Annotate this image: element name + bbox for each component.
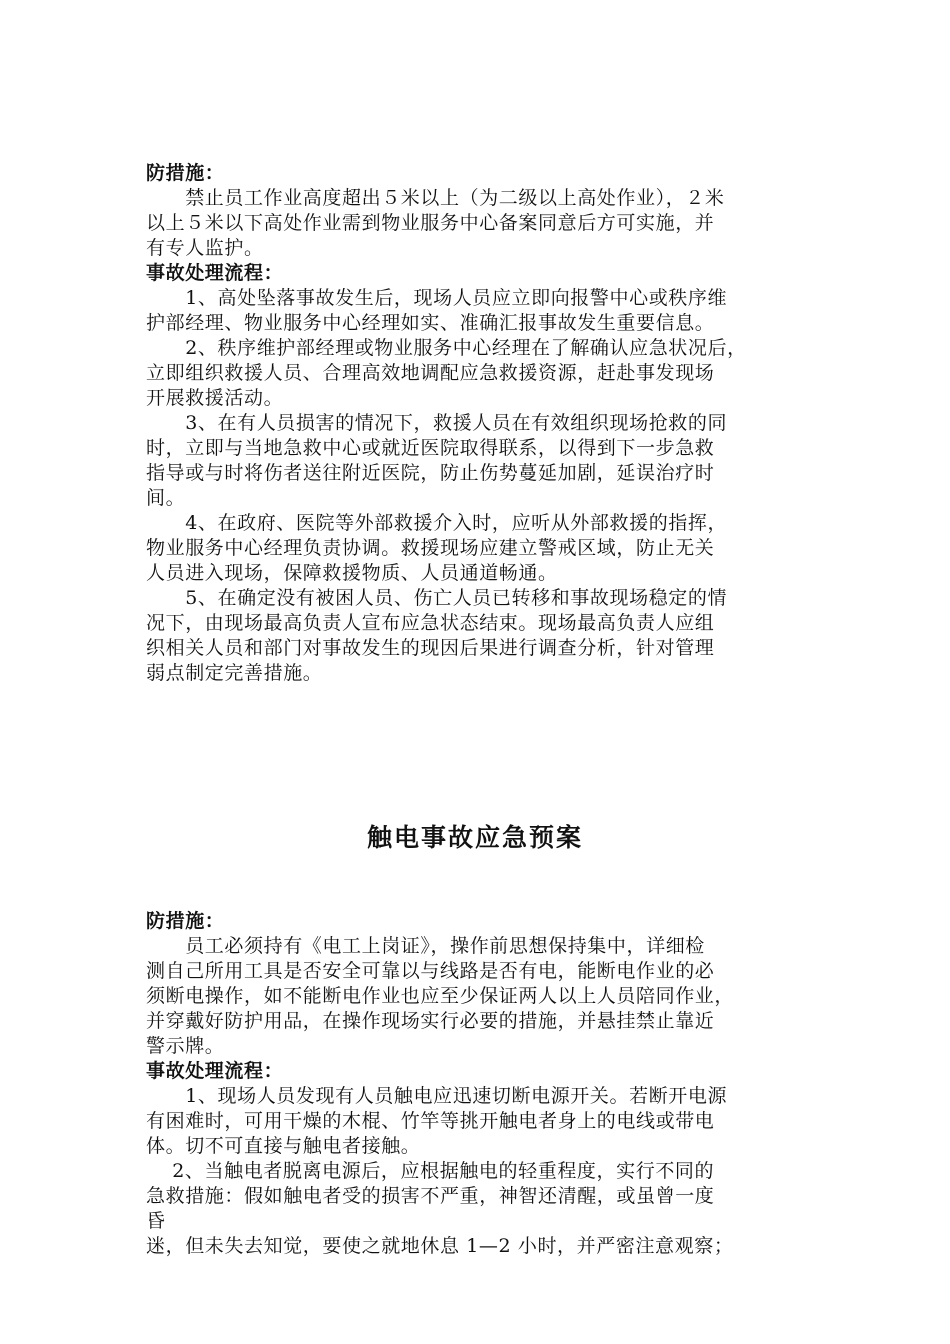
text-line: 况下，由现场最高负责人宣布应急状态结束。现场最高负责人应组 — [146, 612, 715, 634]
text-line: 须断电操作，如不能断电作业也应至少保证两人以上人员陪同作业， — [146, 985, 735, 1007]
text-line: 急救措施：假如触电者受的损害不严重，神智还清醒，或虽曾一度 — [146, 1185, 715, 1207]
text-line: 昏 — [146, 1210, 166, 1232]
text-line: 护部经理、物业服务中心经理如实、准确汇报事故发生重要信息。 — [146, 312, 715, 334]
text-line: 禁止员工作业高度超出５米以上（为二级以上高处作业），２米 — [146, 187, 725, 209]
text-line: 5、在确定没有被困人员、伤亡人员已转移和事故现场稳定的情 — [146, 587, 728, 609]
text-line: 2、当触电者脱离电源后，应根据触电的轻重程度，实行不同的 — [146, 1160, 715, 1182]
section-electric-shock-body — [146, 909, 816, 1259]
text-line: 弱点制定完善措施。 — [146, 662, 323, 684]
text-line: 迷，但未失去知觉，要使之就地休息 1—2 小时，并严密注意观察； — [146, 1235, 734, 1257]
section-high-fall-body — [146, 161, 816, 686]
text-line: 开展救援活动。 — [146, 387, 284, 409]
section-title: 触电事故应急预案 — [366, 823, 583, 852]
section-heading: 防措施： — [146, 162, 225, 184]
text-line: 时，立即与当地急救中心或就近医院取得联系，以得到下一步急救 — [146, 437, 715, 459]
text-line: 有困难时，可用干燥的木棍、竹竿等挑开触电者身上的电线或带电 — [146, 1110, 715, 1132]
text-line: 1、高处坠落事故发生后，现场人员应立即向报警中心或秩序维 — [146, 287, 728, 309]
text-line: 以上５米以下高处作业需到物业服务中心备案同意后方可实施，并 — [146, 212, 715, 234]
text-line: 立即组织救援人员、合理高效地调配应急救援资源，赶赴事发现场 — [146, 362, 715, 384]
text-line: 间。 — [146, 487, 186, 509]
text-line: 并穿戴好防护用品，在操作现场实行必要的措施，并悬挂禁止靠近 — [146, 1010, 715, 1032]
text-line: 测自己所用工具是否安全可靠以与线路是否有电，能断电作业的必 — [146, 960, 715, 982]
text-line: 1、现场人员发现有人员触电应迅速切断电源开关。若断开电源 — [146, 1085, 728, 1107]
text-line: 指导或与时将伤者送往附近医院，防止伤势蔓延加剧，延误治疗时 — [146, 462, 715, 484]
text-line: 物业服务中心经理负责协调。救援现场应建立警戒区域，防止无关 — [146, 537, 715, 559]
text-line: 员工必须持有《电工上岗证》，操作前思想保持集中，详细检 — [146, 935, 705, 957]
section-heading: 事故处理流程： — [146, 1060, 284, 1082]
text-line: 织相关人员和部门对事故发生的现因后果进行调查分析，针对管理 — [146, 637, 715, 659]
text-line: 有专人监护。 — [146, 237, 264, 259]
text-line: 3、在有人员损害的情况下，救援人员在有效组织现场抢救的同 — [146, 412, 728, 434]
text-line: 体。切不可直接与触电者接触。 — [146, 1135, 421, 1157]
section-heading: 事故处理流程： — [146, 262, 284, 284]
section-heading: 防措施： — [146, 910, 225, 932]
text-line: 4、在政府、医院等外部救援介入时，应听从外部救援的指挥， — [146, 512, 728, 534]
text-line: 警示牌。 — [146, 1035, 225, 1057]
text-line: 人员进入现场，保障救援物质、人员通道畅通。 — [146, 562, 558, 584]
text-line: 2、秩序维护部经理或物业服务中心经理在了解确认应急状况后， — [146, 337, 747, 359]
